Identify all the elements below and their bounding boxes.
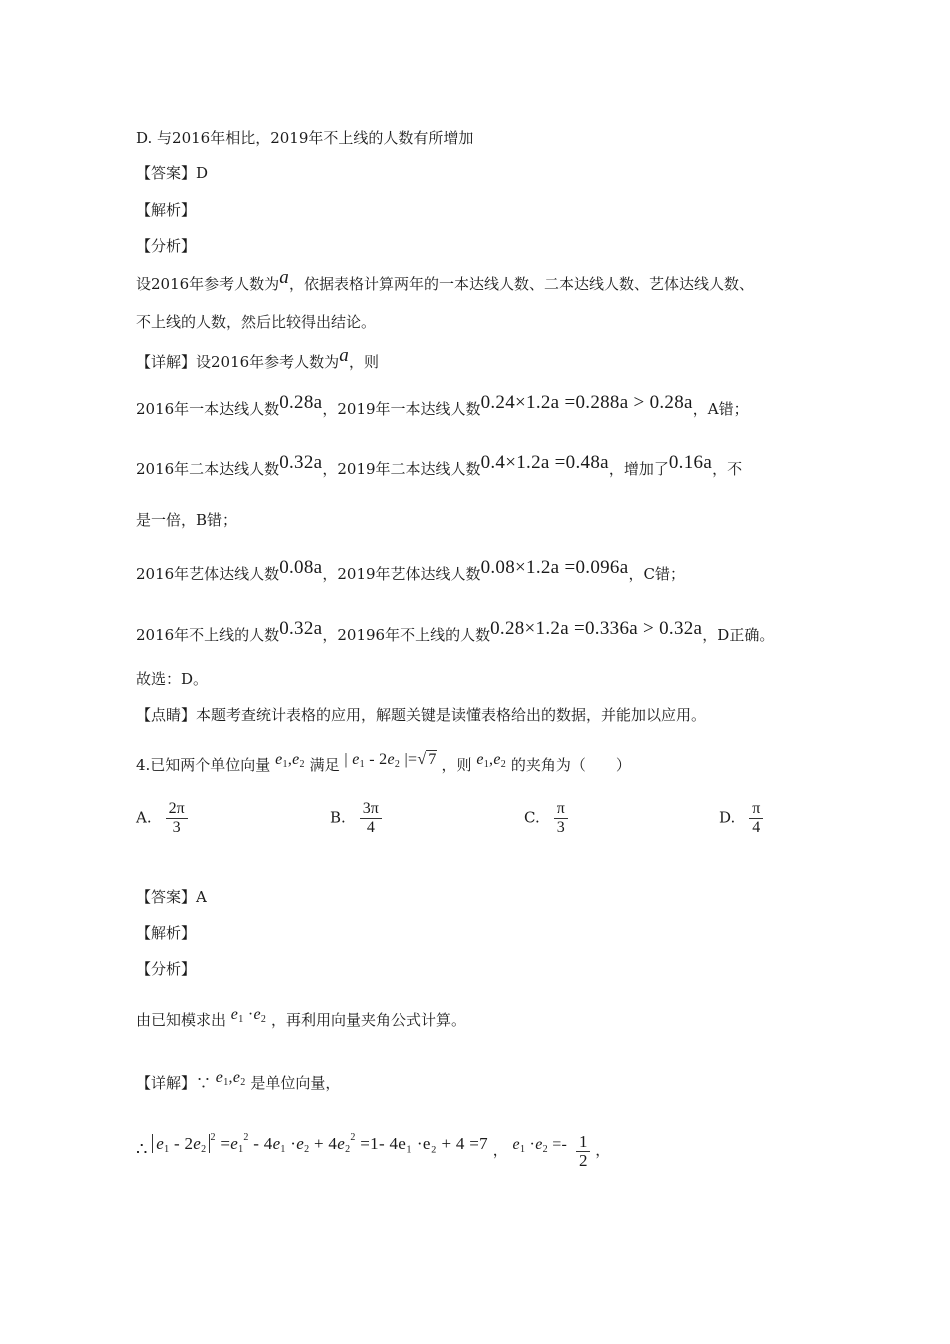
answer-4: 【答案】A bbox=[136, 888, 207, 906]
detail-line: 【详解】设2016年参考人数为a，则 bbox=[136, 345, 380, 371]
equation-line: ∴ $e_1 - 2e_2^2 =e_1^2 - 4e_1 \cdot e_2 + 4e_2^2 =1-$ 4e₁ ·e₂ + 4 =7 ， $e_1 \cdot e_2$ =- $\frac{1}{2}$ ， bbox=[136, 1131, 611, 1170]
row-yiti: 2016年艺体达线人数0.08a，2019年艺体达线人数0.08×1.2a =0.096a，C错； bbox=[136, 557, 685, 583]
question-4: 4.已知两个单位向量 $e_1,e_2$ 满足 | $e_1 - 2e_2$ |=√ 7 ，则 $e_1,e_2$ 的夹角为（ ） bbox=[136, 751, 631, 774]
analysis-text: 设2016年参考人数为a，依据表格计算两年的一本达线人数、二本达线人数、艺体达线人数、 bbox=[136, 267, 755, 293]
row-buxian: 2016年不上线的人数0.32a，20196年不上线的人数0.28×1.2a =0.336a > 0.32a，D正确。 bbox=[136, 618, 775, 644]
analysis-header-4: 【解析】 bbox=[136, 924, 197, 942]
option-d-line: D. 与2016年相比，2019年不上线的人数有所增加 bbox=[136, 129, 474, 147]
subanalysis-header: 【分析】 bbox=[136, 237, 197, 255]
analysis-header: 【解析】 bbox=[136, 201, 197, 219]
analysis-4-text: 由已知模求出 $e_1 \cdot e_2$ ，再利用向量夹角公式计算。 bbox=[136, 1006, 466, 1029]
option-b[interactable]: B. $\frac{3\pi}{4}$ bbox=[330, 800, 382, 837]
row-erben: 2016年二本达线人数0.32a，2019年二本达线人数0.4×1.2a =0.48a，增加了0.16a，不 bbox=[136, 452, 743, 478]
option-a[interactable]: A. $\frac{2\pi}{3}$ bbox=[136, 800, 188, 837]
answer-label: 【答案】D bbox=[136, 164, 209, 182]
row-erben-cont: 是一倍，B错； bbox=[136, 511, 238, 529]
option-d[interactable]: D. $\frac{\pi}{4}$ bbox=[719, 800, 763, 837]
analysis-text-cont: 不上线的人数，然后比较得出结论。 bbox=[136, 313, 377, 331]
choose-line: 故选：D。 bbox=[136, 670, 209, 688]
row-yiben: 2016年一本达线人数0.28a，2019年一本达线人数0.24×1.2a =0.288a > 0.28a，A错； bbox=[136, 392, 749, 418]
comment-line: 【点睛】本题考查统计表格的应用，解题关键是读懂表格给出的数据，并能加以应用。 bbox=[136, 706, 707, 724]
detail-4: 【详解】∵ $e_1,e_2$ 是单位向量， bbox=[136, 1069, 341, 1092]
option-c[interactable]: C. $\frac{\pi}{3}$ bbox=[524, 800, 568, 837]
subanalysis-header-4: 【分析】 bbox=[136, 960, 197, 978]
